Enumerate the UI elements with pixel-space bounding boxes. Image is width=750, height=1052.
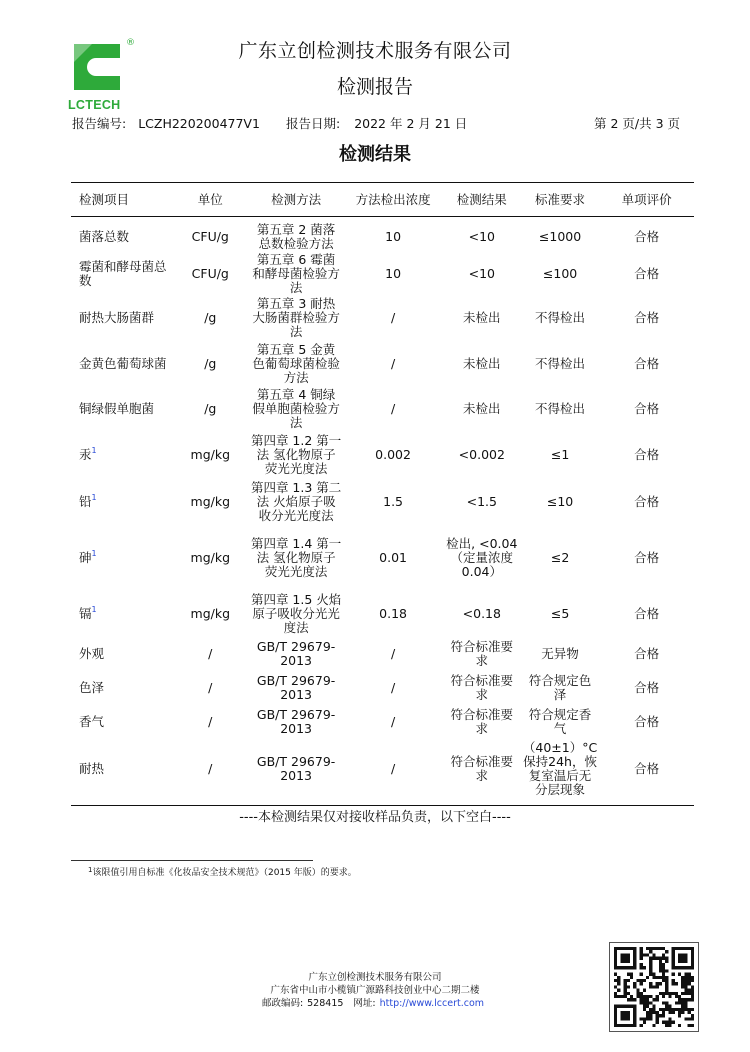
item-name-cell (71, 590, 172, 637)
test-method-cell (249, 526, 344, 590)
test-result-cell (443, 637, 521, 671)
website-label: 网址: (353, 998, 376, 1009)
standard-requirement: ≤10 (546, 494, 574, 509)
registered-mark: ® (126, 38, 135, 48)
item-name: 菌落总数 (79, 229, 130, 244)
evaluation: 合格 (634, 401, 660, 416)
item-name-cell (71, 387, 172, 431)
report-number-label: 报告编号: (72, 116, 127, 131)
standard-requirement: 无异物 (541, 646, 579, 661)
table-row (71, 637, 694, 671)
report-number-value: LCZH220200477V1 (138, 116, 260, 131)
standard-requirement-cell (521, 671, 599, 705)
test-method: GB/T 29679-2013 (256, 639, 336, 668)
standard-requirement-cell (521, 340, 599, 387)
unit: /g (204, 355, 217, 371)
test-method: 第五章 2 菌落总数检验方法 (256, 222, 336, 251)
evaluation-cell (599, 431, 694, 478)
test-method-cell (249, 252, 344, 296)
item-name: 铜绿假单胞菌 (79, 401, 155, 416)
item-name: 霉菌和酵母菌总数 (79, 259, 167, 288)
detection-limit-cell (343, 590, 442, 637)
standard-requirement-cell (521, 739, 599, 805)
standard-requirement: ≤2 (550, 550, 570, 565)
evaluation-cell (599, 387, 694, 431)
detection-limit: / (390, 355, 396, 371)
detection-limit-cell (343, 431, 442, 478)
table-row (71, 590, 694, 637)
test-method-cell (249, 590, 344, 637)
test-result: <0.18 (462, 605, 501, 621)
evaluation: 合格 (634, 355, 660, 371)
col-header: 标准要求 (521, 183, 599, 217)
evaluation: 合格 (634, 605, 660, 621)
test-result: <0.002 (458, 446, 505, 462)
standard-requirement: ≤100 (542, 266, 578, 281)
item-name-cell (71, 431, 172, 478)
test-method-cell (249, 705, 344, 739)
detection-limit-cell (343, 252, 442, 296)
item-name: 汞 (79, 446, 92, 462)
report-title: 检测报告 (336, 76, 413, 98)
unit-cell (172, 637, 249, 671)
blank-note: ----本检测结果仅对接收样品负责，以下空白---- (239, 810, 511, 825)
detection-limit-cell (343, 637, 442, 671)
unit: / (208, 714, 213, 729)
item-name-cell (71, 526, 172, 590)
test-result: 未检出 (463, 401, 501, 416)
test-result-cell (443, 431, 521, 478)
unit-cell (172, 671, 249, 705)
unit-cell (172, 526, 249, 590)
footnote-marker: 1 (88, 866, 93, 874)
table-header-row (71, 183, 694, 217)
item-name-cell (71, 478, 172, 526)
detection-limit: 10 (385, 229, 402, 244)
footer-address: 广东省中山市小榄镇广源路科技创业中心二期二楼 (270, 985, 480, 996)
evaluation-cell (599, 705, 694, 739)
unit: CFU/g (191, 266, 229, 281)
item-name-cell (71, 637, 172, 671)
evaluation: 合格 (634, 646, 660, 661)
table-row (71, 478, 694, 526)
unit-cell (172, 431, 249, 478)
test-method-cell (249, 340, 344, 387)
test-method-cell (249, 296, 344, 340)
table-row (71, 671, 694, 705)
unit: mg/kg (190, 446, 231, 462)
table-row (71, 217, 694, 253)
col-header: 单位 (172, 183, 249, 217)
footnote-ref[interactable]: 1 (91, 493, 97, 502)
test-result: <1.5 (466, 494, 497, 509)
test-method: GB/T 29679-2013 (256, 754, 336, 784)
evaluation-cell (599, 296, 694, 340)
evaluation-cell (599, 671, 694, 705)
detection-limit-cell (343, 739, 442, 805)
test-result-cell (443, 340, 521, 387)
report-date (286, 114, 467, 132)
unit: /g (204, 310, 217, 325)
evaluation: 合格 (634, 310, 660, 325)
test-method: 第五章 6 霉菌和酵母菌检验方法 (252, 252, 340, 295)
unit: CFU/g (191, 229, 229, 244)
unit-cell (172, 739, 249, 805)
footnote (88, 865, 357, 878)
test-method: 第五章 4 铜绿假单胞菌检验方法 (252, 387, 340, 430)
evaluation-cell (599, 252, 694, 296)
table-row (71, 431, 694, 478)
test-method: 第五章 5 金黄色葡萄球菌检验方法 (252, 341, 340, 385)
detection-limit: 0.18 (379, 605, 407, 621)
detection-limit-cell (343, 671, 442, 705)
test-result-cell (443, 590, 521, 637)
col-header: 检测方法 (249, 183, 344, 217)
test-method: 第四章 1.4 第一法 氢化物原子荧光光度法 (250, 536, 342, 579)
test-result: <10 (468, 229, 495, 244)
footer-company: 广东立创检测技术服务有限公司 (308, 972, 442, 983)
unit-cell (172, 590, 249, 637)
unit: / (208, 761, 213, 777)
test-method: 第四章 1.5 火焰原子吸收分光光度法 (250, 591, 342, 635)
standard-requirement: 不得检出 (535, 401, 586, 416)
test-result-cell (443, 296, 521, 340)
evaluation-cell (599, 739, 694, 805)
company-name: 广东立创检测技术服务有限公司 (238, 40, 512, 62)
unit-cell (172, 252, 249, 296)
test-method: 第四章 1.3 第二法 火焰原子吸收分光光度法 (250, 480, 342, 523)
evaluation: 合格 (634, 494, 660, 509)
detection-limit: / (390, 646, 396, 661)
table-row (71, 387, 694, 431)
evaluation: 合格 (634, 550, 660, 565)
detection-limit-cell (343, 478, 442, 526)
test-method: 第四章 1.2 第一法 氢化物原子荧光光度法 (250, 432, 342, 476)
footnote-ref[interactable]: 1 (91, 445, 97, 455)
table-row (71, 705, 694, 739)
standard-requirement-cell (521, 637, 599, 671)
section-title: 检测结果 (339, 144, 411, 165)
evaluation: 合格 (634, 714, 660, 729)
unit: / (208, 646, 213, 661)
detection-limit: 1.5 (383, 494, 404, 509)
test-method-cell (249, 739, 344, 805)
detection-limit-cell (343, 217, 442, 253)
detection-limit: 0.01 (379, 550, 407, 565)
item-name: 耐热大肠菌群 (79, 310, 155, 325)
table-row (71, 526, 694, 590)
evaluation-cell (599, 637, 694, 671)
postcode: 528415 (307, 998, 344, 1009)
test-result-cell (443, 739, 521, 805)
standard-requirement: （40±1）°C保持24h，恢复室温后无分层现象 (522, 740, 598, 798)
unit: /g (204, 401, 217, 416)
test-method-cell (249, 671, 344, 705)
test-result-cell (443, 671, 521, 705)
test-result: 符合标准要求 (450, 754, 514, 784)
item-name-cell (71, 739, 172, 805)
standard-requirement-cell (521, 296, 599, 340)
test-result-cell (443, 387, 521, 431)
item-name: 色泽 (79, 680, 105, 695)
test-result: 符合标准要求 (450, 639, 514, 668)
detection-limit: / (390, 401, 396, 416)
evaluation: 合格 (634, 229, 660, 244)
test-method-cell (249, 217, 344, 253)
table-row (71, 296, 694, 340)
test-result-cell (443, 478, 521, 526)
website-link[interactable]: http://www.lccert.com (379, 998, 485, 1009)
item-name-cell (71, 340, 172, 387)
detection-limit-cell (343, 296, 442, 340)
unit-cell (172, 217, 249, 253)
report-number (72, 114, 260, 132)
test-method-cell (249, 431, 344, 478)
detection-limit: / (390, 310, 396, 325)
detection-limit: 10 (385, 266, 402, 281)
evaluation: 合格 (634, 761, 660, 777)
postcode-label: 邮政编码: (261, 998, 304, 1009)
item-name: 金黄色葡萄球菌 (79, 355, 167, 371)
test-result-cell (443, 526, 521, 590)
table-body (71, 217, 694, 806)
item-name: 砷 (79, 550, 92, 565)
item-name: 镉 (79, 605, 92, 621)
test-result: 未检出 (463, 310, 501, 325)
unit: mg/kg (190, 494, 231, 509)
footnote-ref[interactable]: 1 (91, 604, 97, 614)
unit-cell (172, 387, 249, 431)
footnote-ref[interactable]: 1 (91, 549, 97, 558)
table-row (71, 252, 694, 296)
standard-requirement-cell (521, 526, 599, 590)
standard-requirement-cell (521, 217, 599, 253)
test-result: 符合标准要求 (450, 707, 514, 736)
test-result: 符合标准要求 (450, 673, 514, 702)
evaluation: 合格 (634, 446, 660, 462)
test-result: 检出, <0.04（定量浓度 0.04） (446, 536, 518, 579)
detection-limit: 0.002 (375, 446, 411, 462)
page-number: 第 2 页/共 3 页 (593, 116, 680, 131)
detection-limit: / (390, 714, 396, 729)
standard-requirement: 符合规定香气 (528, 707, 592, 736)
test-method: 第五章 3 耐热大肠菌群检验方法 (252, 296, 340, 339)
col-header: 方法检出浓度 (343, 183, 442, 217)
unit: mg/kg (190, 550, 231, 565)
test-method: GB/T 29679-2013 (256, 673, 336, 702)
report-date-value: 2022 年 2 月 21 日 (354, 116, 468, 131)
footnote-divider (71, 860, 313, 861)
unit: / (208, 680, 213, 695)
test-result-cell (443, 705, 521, 739)
evaluation-cell (599, 526, 694, 590)
test-method-cell (249, 637, 344, 671)
detection-limit-cell (343, 705, 442, 739)
unit-cell (172, 478, 249, 526)
qr-code (609, 942, 699, 1032)
detection-limit-cell (343, 526, 442, 590)
table-row (71, 739, 694, 805)
test-method-cell (249, 478, 344, 526)
item-name: 香气 (79, 714, 105, 729)
evaluation: 合格 (634, 680, 660, 695)
item-name: 耐热 (79, 761, 105, 777)
item-name: 外观 (79, 646, 105, 661)
standard-requirement-cell (521, 387, 599, 431)
test-result-cell (443, 217, 521, 253)
standard-requirement-cell (521, 705, 599, 739)
logo-text: LCTECH (68, 98, 121, 112)
standard-requirement: 不得检出 (535, 310, 586, 325)
qr-code-icon (614, 947, 694, 1027)
detection-limit: / (390, 761, 396, 777)
footnote-text: 该限值引用自标准《化妆品安全技术规范》（2015 年版）的要求。 (92, 868, 357, 878)
item-name-cell (71, 296, 172, 340)
item-name-cell (71, 705, 172, 739)
test-result-cell (443, 252, 521, 296)
test-result: 未检出 (463, 355, 501, 371)
standard-requirement-cell (521, 478, 599, 526)
standard-requirement: 符合规定色泽 (528, 673, 592, 702)
evaluation-cell (599, 340, 694, 387)
evaluation-cell (599, 478, 694, 526)
evaluation-cell (599, 217, 694, 253)
item-name-cell (71, 217, 172, 253)
col-header: 单项评价 (599, 183, 694, 217)
detection-limit: / (390, 680, 396, 695)
unit-cell (172, 705, 249, 739)
unit-cell (172, 296, 249, 340)
test-method: GB/T 29679-2013 (256, 707, 336, 736)
table-row (71, 340, 694, 387)
col-header: 检测项目 (71, 183, 172, 217)
standard-requirement: ≤5 (550, 605, 570, 621)
standard-requirement-cell (521, 252, 599, 296)
item-name: 铅 (79, 494, 92, 509)
evaluation-cell (599, 590, 694, 637)
test-result: <10 (468, 266, 495, 281)
standard-requirement-cell (521, 431, 599, 478)
results-table (71, 182, 694, 806)
detection-limit-cell (343, 387, 442, 431)
standard-requirement: ≤1 (550, 446, 570, 462)
unit: mg/kg (190, 605, 231, 621)
item-name-cell (71, 252, 172, 296)
item-name-cell (71, 671, 172, 705)
test-method-cell (249, 387, 344, 431)
col-header: 检测结果 (443, 183, 521, 217)
unit-cell (172, 340, 249, 387)
standard-requirement-cell (521, 590, 599, 637)
detection-limit-cell (343, 340, 442, 387)
report-date-label: 报告日期: (286, 116, 341, 131)
standard-requirement: 不得检出 (535, 355, 586, 371)
evaluation: 合格 (634, 266, 660, 281)
standard-requirement: ≤1000 (538, 229, 582, 244)
